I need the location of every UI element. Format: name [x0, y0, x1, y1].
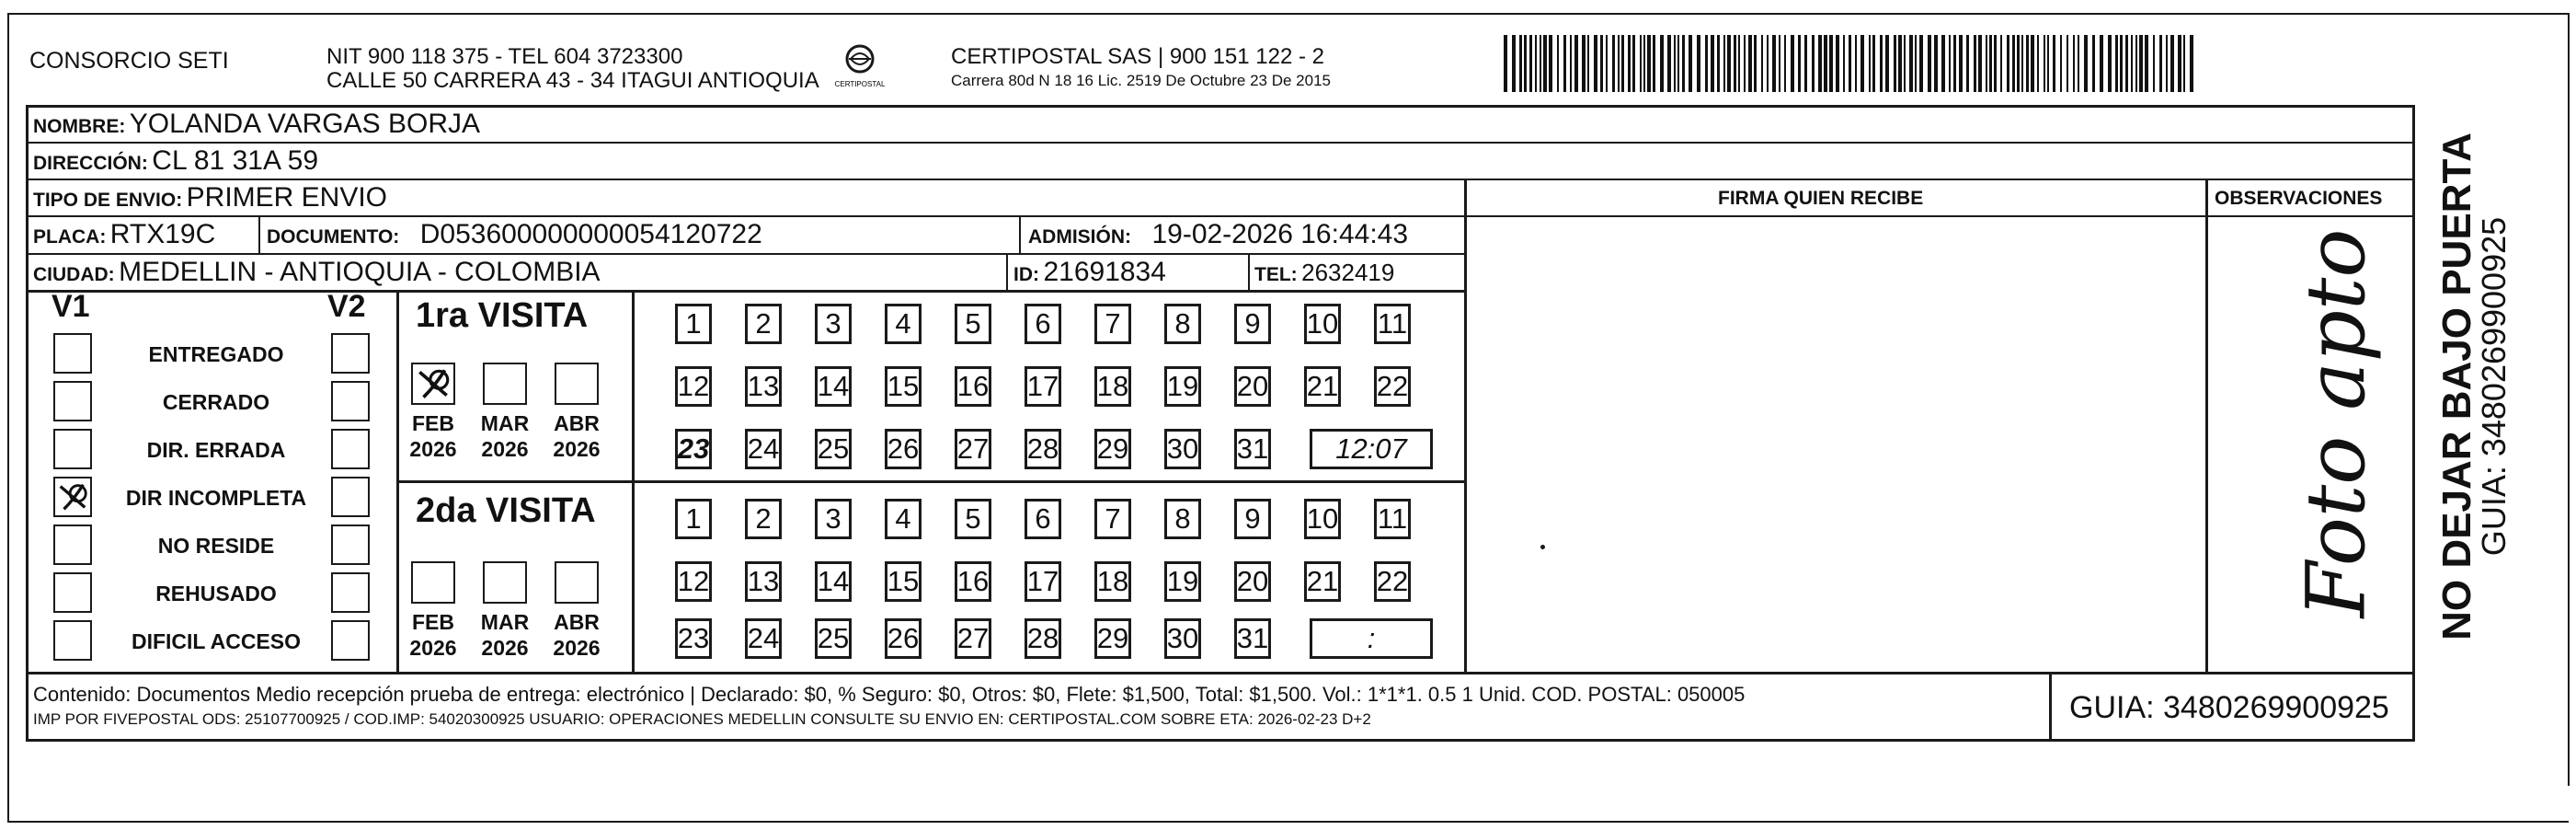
placa-divider [258, 215, 260, 254]
status-label: DIFICIL ACCESO [131, 629, 301, 653]
id-divider [1006, 253, 1008, 292]
month-name: ABR [554, 411, 600, 435]
status-checkbox-v2[interactable] [331, 381, 370, 421]
tel-label: TEL: [1254, 264, 1298, 285]
direccion-label: DIRECCIÓN: [33, 153, 148, 174]
day-box[interactable]: 29 [1094, 618, 1131, 659]
day-box[interactable]: 16 [955, 561, 991, 602]
day-box[interactable]: 13 [745, 366, 782, 407]
day-box[interactable]: 5 [955, 304, 991, 344]
outer-right-border [2568, 13, 2570, 786]
barcode-bar [1909, 35, 1913, 92]
status-checkbox-v1[interactable] [53, 429, 92, 469]
day-box[interactable]: 19 [1164, 366, 1201, 407]
outer-left-border [7, 13, 9, 823]
barcode-bar [2026, 35, 2029, 92]
status-checkbox-v1[interactable] [53, 525, 92, 565]
day-box[interactable]: 6 [1025, 499, 1061, 539]
day-box[interactable]: 8 [1164, 304, 1201, 344]
barcode-bar [1978, 35, 1982, 92]
logo-text: CERTIPOSTAL [834, 80, 886, 88]
day-box[interactable]: 28 [1025, 618, 1061, 659]
day-box[interactable]: 29 [1094, 429, 1131, 469]
day-box[interactable]: 28 [1025, 429, 1061, 469]
month-checkbox[interactable] [555, 363, 599, 405]
barcode-bar [1653, 35, 1655, 92]
barcode-bar [1606, 35, 1608, 92]
tipo-label: TIPO DE ENVIO: [33, 190, 183, 211]
barcode-bar [2047, 35, 2049, 92]
month-year: 2026 [409, 636, 457, 660]
day-box[interactable]: 14 [815, 561, 852, 602]
day-box[interactable]: 15 [885, 366, 922, 407]
obs-right [2412, 179, 2415, 215]
day-box[interactable]: 4 [885, 304, 922, 344]
barcode-bar [2153, 35, 2155, 92]
barcode-bar [1885, 35, 1889, 92]
barcode-bar [1717, 35, 1720, 92]
month-name: MAR [480, 610, 530, 634]
month-year: 2026 [553, 437, 601, 461]
barcode-bar [2120, 35, 2123, 92]
barcode-bar [1772, 35, 1776, 92]
barcode-bar [2092, 35, 2095, 92]
status-label: ENTREGADO [148, 342, 284, 366]
barcode-bar [1898, 35, 1902, 92]
address-line: CALLE 50 CARRERA 43 - 34 ITAGUI ANTIOQUIA [326, 68, 819, 93]
ciudad-value: MEDELLIN - ANTIOQUIA - COLOMBIA [119, 257, 601, 287]
barcode-bar [1880, 35, 1883, 92]
day-box[interactable]: 17 [1025, 561, 1061, 602]
day-box[interactable]: 7 [1094, 304, 1131, 344]
barcode-bar [1647, 35, 1651, 92]
barcode-bar [1767, 35, 1769, 92]
barcode-bar [1959, 35, 1963, 92]
footer-line2: IMP POR FIVEPOSTAL ODS: 25107700925 / COD.IMP: 54020300925 USUARIO: OPERACIONES MEDELLIN CONSULTE SU ENVIO EN: CERTIPOSTAL.COM SOBRE ETA: 2026-02-23 D+2 [33, 710, 1371, 728]
barcode-bar [1953, 35, 1956, 92]
barcode-bar [1643, 35, 1645, 92]
status-checkbox-v2[interactable] [331, 620, 370, 661]
barcode-bar [1915, 35, 1917, 92]
month-name: FEB [412, 411, 454, 435]
barcode-bar [1843, 35, 1845, 92]
barcode-bar [2084, 35, 2088, 92]
month-year: 2026 [409, 437, 457, 461]
day-box[interactable]: 24 [745, 429, 782, 469]
month-checkbox[interactable] [411, 561, 455, 604]
month-label [404, 609, 463, 661]
barcode-bar [1574, 35, 1578, 92]
row-line [26, 253, 1466, 255]
day-box[interactable]: 13 [745, 561, 782, 602]
documento-label: DOCUMENTO: [267, 226, 400, 248]
barcode-bar [1519, 35, 1522, 92]
x-mark-icon [55, 478, 90, 515]
barcode-bar [1723, 35, 1725, 92]
barcode-bar [1966, 35, 1969, 92]
barcode-bar [1667, 35, 1671, 92]
time-box[interactable]: : [1310, 618, 1433, 659]
month-name: FEB [412, 610, 454, 634]
obs-divider [2205, 179, 2208, 674]
ciudad-row [33, 257, 601, 288]
day-box[interactable]: 11 [1374, 499, 1411, 539]
month-label [547, 609, 606, 661]
barcode-bar [2131, 35, 2133, 92]
barcode-bar [2145, 35, 2148, 92]
day-box[interactable]: 27 [955, 429, 991, 469]
month-year: 2026 [481, 437, 529, 461]
visit-divider [396, 480, 1466, 483]
day-box[interactable]: 2 [745, 304, 782, 344]
status-label: DIR INCOMPLETA [125, 486, 307, 510]
barcode-bar [1689, 35, 1692, 92]
barcode-bar [1587, 35, 1589, 92]
signature-area[interactable] [1540, 545, 1545, 549]
month-checkbox[interactable] [555, 561, 599, 604]
barcode-bar [1600, 35, 1603, 92]
documento-row [267, 219, 762, 250]
barcode-bar [1628, 35, 1631, 92]
barcode-bar [1535, 35, 1537, 92]
barcode-bar [1824, 35, 1827, 92]
day-box[interactable]: 19 [1164, 561, 1201, 602]
day-box[interactable]: 9 [1234, 499, 1271, 539]
tipo-row [33, 182, 387, 213]
day-box[interactable]: 10 [1304, 304, 1341, 344]
day-box[interactable]: 3 [815, 499, 852, 539]
barcode-bar [2135, 35, 2137, 92]
barcode-bar [2012, 35, 2015, 92]
nombre-value: YOLANDA VARGAS BORJA [129, 109, 481, 139]
barcode-bar [1570, 35, 1572, 92]
observation-handwriting: Foto apto [2288, 228, 2384, 618]
direccion-row [33, 145, 318, 177]
nit-line: NIT 900 118 375 - TEL 604 3723300 [326, 44, 683, 69]
barcode-bar [2100, 35, 2103, 92]
barcode-bar [1818, 35, 1822, 92]
barcode-bar [1894, 35, 1896, 92]
day-box[interactable]: 3 [815, 304, 852, 344]
row-line [26, 142, 2415, 144]
footer-guia: GUIA: 3480269900925 [2069, 690, 2389, 725]
id-label: ID: [1013, 264, 1039, 285]
id-value: 21691834 [1043, 257, 1166, 287]
barcode-bar [1748, 35, 1752, 92]
month-checkbox[interactable] [411, 363, 455, 405]
barcode-bar [1855, 35, 1857, 92]
footer-line1: Contenido: Documentos Medio recepción prueba de entrega: electrónico | Declarado: $0, % Seguro: $0, Otros: $0, Flete: $1,500, Total: $1,500. Vol.: 1*1*1. 0.5 1 Unid. COD. POSTAL: 050005 [33, 683, 1746, 706]
admision-row [1028, 219, 1408, 250]
day-box[interactable]: 22 [1374, 561, 1411, 602]
barcode-bar [1711, 35, 1714, 92]
barcode-bar [1727, 35, 1731, 92]
time-box[interactable]: 12:07 [1310, 429, 1433, 469]
barcode-bar [1791, 35, 1794, 92]
barcode-bar [1761, 35, 1763, 92]
footer-line [26, 672, 2415, 674]
day-box[interactable]: 1 [675, 304, 712, 344]
day-box[interactable]: 22 [1374, 366, 1411, 407]
barcode-bar [1904, 35, 1906, 92]
status-checkbox-v1[interactable] [53, 620, 92, 661]
barcode-bar [2007, 35, 2009, 92]
v1-label: V1 [52, 289, 90, 324]
month-year: 2026 [553, 636, 601, 660]
tipo-value: PRIMER ENVIO [186, 182, 388, 213]
status-checkbox-v2[interactable] [331, 429, 370, 469]
day-box[interactable]: 23 [675, 429, 712, 469]
barcode-bar [1549, 35, 1552, 92]
barcode-bar [1529, 35, 1532, 92]
barcode-bar [1632, 35, 1635, 92]
status-label: NO RESIDE [157, 534, 275, 558]
month-name: MAR [480, 411, 530, 435]
admision-divider [1019, 215, 1021, 254]
barcode-bar [1621, 35, 1624, 92]
barcode-bar [1798, 35, 1801, 92]
barcode-bar [2108, 35, 2112, 92]
barcode-bar [2125, 35, 2128, 92]
day-box[interactable]: 31 [1234, 618, 1271, 659]
day-box[interactable]: 30 [1164, 618, 1201, 659]
barcode-bar [1705, 35, 1708, 92]
month-label [475, 609, 534, 661]
row-line [26, 179, 2415, 180]
firma-header: FIRMA QUIEN RECIBE [1718, 188, 1924, 209]
barcode-bar [2044, 35, 2045, 92]
barcode-bar [2031, 35, 2034, 92]
barcode-bar [2017, 35, 2020, 92]
barcode-bar [2170, 35, 2174, 92]
status-checkbox-v2[interactable] [331, 525, 370, 565]
admision-label: ADMISIÓN: [1028, 226, 1131, 248]
barcode-bar [1682, 35, 1685, 92]
tel-value: 2632419 [1301, 259, 1395, 286]
day-box[interactable]: 8 [1164, 499, 1201, 539]
barcode-bar [1734, 35, 1736, 92]
barcode-bar [2190, 35, 2193, 92]
barcode-bar [1543, 35, 1547, 92]
row-line [26, 290, 1466, 293]
barcode-bar [1582, 35, 1586, 92]
day-box[interactable]: 23 [675, 618, 712, 659]
status-label: DIR. ERRADA [146, 438, 286, 462]
barcode-bar [1504, 35, 1507, 92]
visit2-title: 2da VISITA [416, 491, 596, 530]
day-box[interactable]: 4 [885, 499, 922, 539]
barcode-bar [1677, 35, 1679, 92]
certipostal-logo [832, 40, 887, 98]
barcode-bar [1860, 35, 1864, 92]
status-label: REHUSADO [155, 582, 277, 605]
day-box[interactable]: 15 [885, 561, 922, 602]
barcode-bar [1949, 35, 1951, 92]
barcode [1504, 35, 2203, 92]
x-mark-icon [413, 364, 453, 403]
day-box[interactable]: 11 [1374, 304, 1411, 344]
barcode-bar [1563, 35, 1566, 92]
carrier-address: Carrera 80d N 18 16 Lic. 2519 De Octubre 23 De 2015 [951, 72, 1331, 89]
table-top-border [26, 105, 2415, 108]
month-checkbox[interactable] [483, 561, 527, 604]
status-checkbox-v1[interactable] [53, 572, 92, 613]
day-box[interactable]: 21 [1304, 366, 1341, 407]
barcode-bar [1744, 35, 1746, 92]
barcode-bar [1540, 35, 1541, 92]
status-label: CERRADO [162, 390, 270, 414]
barcode-bar [1618, 35, 1620, 92]
barcode-bar [2159, 35, 2162, 92]
barcode-bar [1640, 35, 1642, 92]
barcode-bar [2060, 35, 2062, 92]
barcode-bar [2166, 35, 2168, 92]
status-checkbox-v1[interactable] [53, 333, 92, 374]
placa-label: PLACA: [33, 226, 107, 248]
barcode-bar [1612, 35, 1615, 92]
day-box[interactable]: 6 [1025, 304, 1061, 344]
day-box[interactable]: 5 [955, 499, 991, 539]
outer-top-border [7, 13, 2569, 15]
barcode-bar [1869, 35, 1871, 92]
barcode-bar [1594, 35, 1597, 92]
observaciones-header: OBSERVACIONES [2215, 188, 2383, 209]
day-box[interactable]: 25 [815, 429, 852, 469]
day-box[interactable]: 14 [815, 366, 852, 407]
day-box[interactable]: 16 [955, 366, 991, 407]
barcode-bar [1804, 35, 1807, 92]
status-checkbox-v2[interactable] [331, 333, 370, 374]
day-box[interactable]: 12 [675, 561, 712, 602]
barcode-bar [2000, 35, 2002, 92]
v2-label: V2 [327, 289, 366, 324]
barcode-bar [1812, 35, 1815, 92]
day-box[interactable]: 31 [1234, 429, 1271, 469]
row-line [26, 215, 2415, 217]
placa-row [33, 219, 215, 250]
barcode-bar [1524, 35, 1527, 92]
barcode-bar [1836, 35, 1839, 92]
barcode-bar [1989, 35, 1992, 92]
tel-divider [1248, 253, 1250, 292]
month-checkbox[interactable] [483, 363, 527, 405]
barcode-bar [1754, 35, 1757, 92]
barcode-bar [1934, 35, 1938, 92]
barcode-bar [1660, 35, 1664, 92]
day-box[interactable]: 17 [1025, 366, 1061, 407]
day-box[interactable]: 24 [745, 618, 782, 659]
day-box[interactable]: 20 [1234, 366, 1271, 407]
documento-value: D053600000000054120722 [419, 219, 762, 249]
day-box[interactable]: 27 [955, 618, 991, 659]
barcode-bar [1674, 35, 1676, 92]
day-box[interactable]: 26 [885, 429, 922, 469]
day-box[interactable]: 18 [1094, 561, 1131, 602]
ciudad-label: CIUDAD: [33, 264, 115, 285]
month-name: ABR [554, 610, 600, 634]
barcode-bar [2067, 35, 2068, 92]
barcode-bar [1779, 35, 1780, 92]
barcode-bar [2078, 35, 2079, 92]
day-box[interactable]: 12 [675, 366, 712, 407]
barcode-bar [1512, 35, 1516, 92]
barcode-bar [2183, 35, 2185, 92]
barcode-bar [2021, 35, 2023, 92]
barcode-bar [1849, 35, 1851, 92]
admision-value: 19-02-2026 16:44:43 [1151, 219, 1409, 249]
barcode-bar [1784, 35, 1786, 92]
day-box[interactable]: 2 [745, 499, 782, 539]
barcode-bar [1829, 35, 1833, 92]
barcode-bar [2178, 35, 2181, 92]
status-checkbox-v2[interactable] [331, 477, 370, 517]
day-box[interactable]: 21 [1304, 561, 1341, 602]
barcode-bar [1928, 35, 1931, 92]
barcode-bar [1994, 35, 1997, 92]
placa-value: RTX19C [109, 219, 216, 249]
barcode-bar [1974, 35, 1976, 92]
day-box[interactable]: 20 [1234, 561, 1271, 602]
barcode-bar [2053, 35, 2055, 92]
company-name: CONSORCIO SETI [29, 48, 229, 74]
barcode-bar [1557, 35, 1559, 92]
day-box[interactable]: 9 [1234, 304, 1271, 344]
outer-bottom-border [7, 821, 2569, 823]
barcode-bar [1941, 35, 1945, 92]
carrier-line: CERTIPOSTAL SAS | 900 151 122 - 2 [951, 44, 1324, 69]
day-box[interactable]: 26 [885, 618, 922, 659]
visit1-title: 1ra VISITA [416, 296, 589, 335]
footer-guia-divider [2049, 672, 2052, 742]
barcode-bar [2037, 35, 2039, 92]
barcode-bar [1697, 35, 1700, 92]
month-year: 2026 [481, 636, 529, 660]
nombre-row [33, 109, 480, 140]
barcode-bar [1919, 35, 1923, 92]
barcode-bar [1738, 35, 1740, 92]
day-box[interactable]: 30 [1164, 429, 1201, 469]
day-box[interactable]: 18 [1094, 366, 1131, 407]
side-title: NO DEJAR BAJO PUERTA [2434, 133, 2479, 640]
day-box[interactable]: 1 [675, 499, 712, 539]
day-box[interactable]: 7 [1094, 499, 1131, 539]
month-label [404, 410, 463, 462]
barcode-bar [2115, 35, 2118, 92]
status-checkbox-v2[interactable] [331, 572, 370, 613]
table-left-border [26, 105, 29, 742]
day-box[interactable]: 25 [815, 618, 852, 659]
table-bottom-border [26, 739, 2415, 742]
barcode-bar [1872, 35, 1875, 92]
barcode-bar [2073, 35, 2075, 92]
month-label [475, 410, 534, 462]
id-row [1013, 257, 1166, 288]
barcode-bar [2139, 35, 2143, 92]
firma-divider [1464, 179, 1467, 674]
day-box[interactable]: 10 [1304, 499, 1341, 539]
direccion-value: CL 81 31A 59 [152, 145, 318, 176]
tel-row [1254, 259, 1394, 287]
side-guia: GUIA: 3480269900925 [2475, 216, 2513, 557]
month-label [547, 410, 606, 462]
status-checkbox-v1[interactable] [53, 477, 92, 517]
barcode-bar [1986, 35, 1987, 92]
status-checkbox-v1[interactable] [53, 381, 92, 421]
nombre-label: NOMBRE: [33, 116, 126, 137]
